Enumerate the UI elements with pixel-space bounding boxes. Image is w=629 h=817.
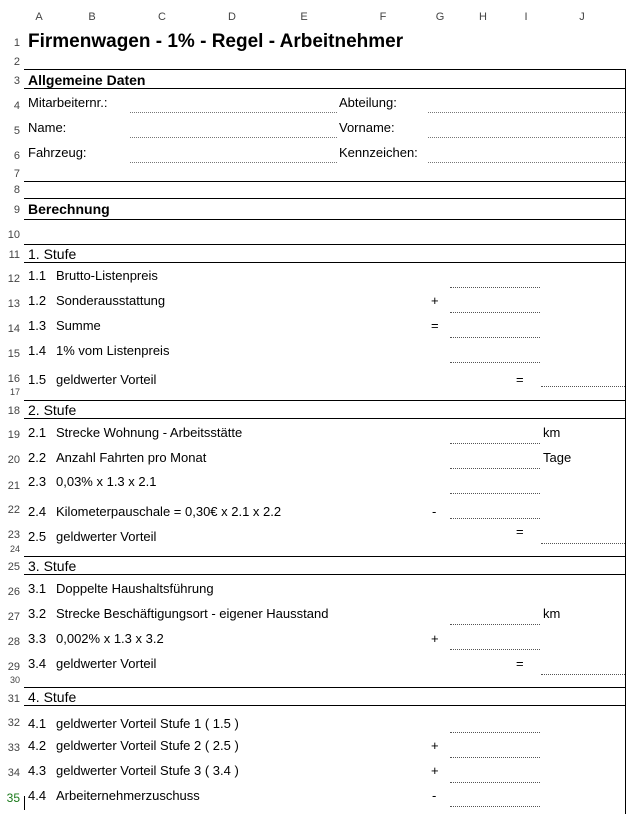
- item-number: 4.3: [28, 763, 47, 778]
- row-number-active[interactable]: 35: [6, 791, 20, 805]
- row-number[interactable]: 28: [7, 636, 20, 648]
- label-name: Name:: [28, 120, 67, 135]
- stufe-4-heading: 4. Stufe: [28, 689, 77, 705]
- value-cell[interactable]: [450, 782, 540, 783]
- item-label: Arbeiternehmerzuschuss: [56, 788, 200, 803]
- item-number: 3.1: [28, 581, 47, 596]
- operator-minus: -: [432, 788, 437, 803]
- row-number[interactable]: 12: [7, 273, 20, 285]
- item-number: 1.5: [28, 372, 47, 387]
- value-cell[interactable]: [450, 312, 540, 313]
- item-number: 1.4: [28, 343, 47, 358]
- operator-plus: +: [431, 631, 439, 646]
- row-number[interactable]: 19: [7, 429, 20, 441]
- operator-plus: +: [431, 293, 439, 308]
- section-border: [24, 556, 625, 557]
- section-calc-heading: Berechnung: [28, 201, 110, 217]
- value-cell[interactable]: [450, 337, 540, 338]
- item-number: 1.1: [28, 268, 47, 283]
- row-number[interactable]: 21: [7, 480, 20, 492]
- row-number[interactable]: 11: [8, 249, 20, 261]
- row-number[interactable]: 23: [7, 529, 20, 541]
- section-border: [24, 88, 625, 89]
- section-border: [24, 198, 625, 199]
- section-border: [24, 219, 625, 220]
- row-number[interactable]: 4: [13, 100, 20, 112]
- column-header-e[interactable]: E: [300, 11, 308, 23]
- row-number[interactable]: 32: [7, 717, 20, 729]
- result-cell[interactable]: [541, 543, 625, 544]
- operator-minus: -: [432, 504, 437, 519]
- value-cell[interactable]: [450, 493, 540, 494]
- operator-plus: +: [431, 738, 439, 753]
- value-cell[interactable]: [450, 468, 540, 469]
- value-cell[interactable]: [450, 732, 540, 733]
- item-label: Anzahl Fahrten pro Monat: [56, 450, 207, 465]
- item-number: 1.2: [28, 293, 47, 308]
- section-border: [24, 244, 625, 245]
- right-border: [625, 69, 626, 814]
- item-label: 0,002% x 1.3 x 3.2: [56, 631, 164, 646]
- label-fahrzeug: Fahrzeug:: [28, 145, 87, 160]
- value-cell[interactable]: [450, 362, 540, 363]
- row-number[interactable]: 34: [7, 767, 20, 779]
- section-border: [24, 262, 625, 263]
- column-header-f[interactable]: F: [379, 11, 387, 23]
- item-label: Strecke Beschäftigungsort - eigener Hausstand: [56, 606, 329, 621]
- row-number[interactable]: 22: [7, 504, 20, 516]
- item-label: geldwerter Vorteil: [56, 372, 157, 387]
- row-number[interactable]: 16: [7, 373, 20, 385]
- item-label: Doppelte Haushaltsführung: [56, 581, 214, 596]
- value-cell[interactable]: [450, 624, 540, 625]
- section-border: [24, 181, 625, 182]
- page-title: Firmenwagen - 1% - Regel - Arbeitnehmer: [28, 31, 404, 52]
- row-number[interactable]: 2: [13, 56, 20, 68]
- column-header-j[interactable]: J: [579, 11, 585, 23]
- row-number[interactable]: 7: [13, 168, 20, 180]
- item-number: 2.2: [28, 450, 47, 465]
- unit-label: km: [543, 606, 561, 621]
- stufe-3-heading: 3. Stufe: [28, 558, 77, 574]
- column-header-a[interactable]: A: [35, 11, 43, 23]
- item-label: Brutto-Listenpreis: [56, 268, 158, 283]
- operator-equals: =: [516, 372, 524, 387]
- row-number[interactable]: 1: [13, 37, 20, 49]
- row-number[interactable]: 17: [9, 387, 20, 397]
- operator-equals: =: [516, 656, 524, 671]
- row-number[interactable]: 14: [7, 323, 20, 335]
- section-border: [24, 400, 625, 401]
- section-border: [24, 418, 625, 419]
- value-cell[interactable]: [450, 518, 540, 519]
- row-number[interactable]: 10: [7, 229, 20, 241]
- item-number: 3.2: [28, 606, 47, 621]
- label-vorname: Vorname:: [339, 120, 395, 135]
- column-header-bar: [0, 0, 629, 24]
- input-kennzeichen[interactable]: [428, 162, 625, 163]
- label-abteilung: Abteilung:: [339, 95, 397, 110]
- section-border: [24, 705, 625, 706]
- operator-plus: +: [431, 763, 439, 778]
- section-border: [24, 69, 625, 70]
- row-number[interactable]: 27: [7, 611, 20, 623]
- column-header-d[interactable]: D: [228, 11, 236, 23]
- stufe-1-heading: 1. Stufe: [28, 246, 77, 262]
- section-border: [24, 574, 625, 575]
- item-number: 2.4: [28, 504, 47, 519]
- row-number[interactable]: 33: [7, 742, 20, 754]
- input-abteilung[interactable]: [428, 112, 625, 113]
- row-number[interactable]: 24: [9, 544, 20, 554]
- row-number[interactable]: 18: [7, 405, 20, 417]
- item-number: 1.3: [28, 318, 47, 333]
- item-label: Strecke Wohnung - Arbeitsstätte: [56, 425, 243, 440]
- input-fahrzeug[interactable]: [130, 162, 337, 163]
- operator-equals: =: [516, 524, 524, 539]
- value-cell[interactable]: [450, 757, 540, 758]
- row-number[interactable]: 6: [13, 150, 20, 162]
- item-label: geldwerter Vorteil: [56, 656, 157, 671]
- value-cell[interactable]: [450, 443, 540, 444]
- row-number[interactable]: 30: [9, 675, 20, 685]
- operator-equals: =: [431, 318, 439, 333]
- column-header-b[interactable]: B: [88, 11, 96, 23]
- result-cell[interactable]: [541, 674, 625, 675]
- item-label: 0,03% x 1.3 x 2.1: [56, 474, 157, 489]
- item-number: 2.3: [28, 474, 47, 489]
- input-mitarbeiternr[interactable]: [130, 112, 337, 113]
- item-label: Kilometerpauschale = 0,30€ x 2.1 x 2.2: [56, 504, 282, 519]
- unit-label: km: [543, 425, 561, 440]
- item-number: 2.1: [28, 425, 47, 440]
- section-border: [24, 687, 625, 688]
- active-cell-marker: [24, 796, 25, 810]
- row-number[interactable]: 29: [7, 661, 20, 673]
- column-header-i[interactable]: I: [524, 11, 528, 23]
- item-number: 2.5: [28, 529, 47, 544]
- label-mitarbeiternr: Mitarbeiternr.:: [28, 95, 108, 110]
- result-cell[interactable]: [541, 386, 625, 387]
- input-vorname[interactable]: [428, 137, 625, 138]
- row-number[interactable]: 8: [13, 184, 20, 196]
- input-name[interactable]: [130, 137, 337, 138]
- row-number[interactable]: 31: [7, 693, 20, 705]
- row-number[interactable]: 25: [7, 561, 20, 573]
- column-header-h[interactable]: H: [479, 11, 487, 23]
- row-number[interactable]: 3: [13, 75, 20, 87]
- item-label: geldwerter Vorteil Stufe 2 ( 2.5 ): [56, 738, 239, 753]
- item-number: 3.3: [28, 631, 47, 646]
- value-cell[interactable]: [450, 806, 540, 807]
- unit-label: Tage: [543, 450, 572, 465]
- label-kennzeichen: Kennzeichen:: [339, 145, 418, 160]
- section-general-heading: Allgemeine Daten: [28, 72, 146, 88]
- item-label: geldwerter Vorteil Stufe 3 ( 3.4 ): [56, 763, 239, 778]
- item-number: 3.4: [28, 656, 47, 671]
- value-cell[interactable]: [450, 649, 540, 650]
- row-number[interactable]: 5: [13, 125, 20, 137]
- item-label: Summe: [56, 318, 101, 333]
- column-header-g[interactable]: G: [435, 11, 445, 23]
- item-label: 1% vom Listenpreis: [56, 343, 170, 358]
- row-number[interactable]: 15: [7, 348, 20, 360]
- row-number[interactable]: 20: [7, 454, 20, 466]
- row-number[interactable]: 9: [13, 204, 20, 216]
- item-label: Sonderausstattung: [56, 293, 166, 308]
- item-label: geldwerter Vorteil Stufe 1 ( 1.5 ): [56, 716, 239, 731]
- stufe-2-heading: 2. Stufe: [28, 402, 77, 418]
- item-number: 4.4: [28, 788, 47, 803]
- row-number[interactable]: 26: [7, 586, 20, 598]
- item-number: 4.2: [28, 738, 47, 753]
- item-number: 4.1: [28, 716, 47, 731]
- value-cell[interactable]: [450, 287, 540, 288]
- row-number[interactable]: 13: [7, 298, 20, 310]
- item-label: geldwerter Vorteil: [56, 529, 157, 544]
- column-header-c[interactable]: C: [158, 11, 166, 23]
